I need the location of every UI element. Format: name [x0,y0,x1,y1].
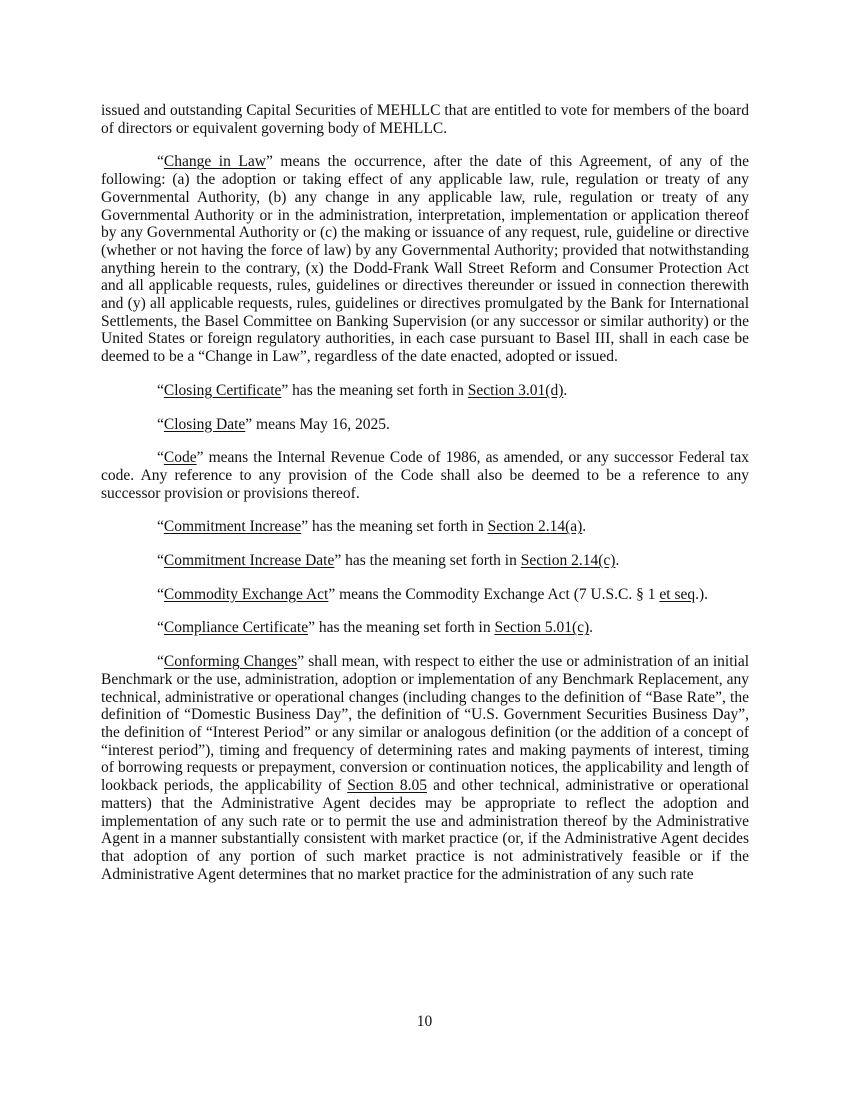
underlined-term: Commodity Exchange Act [163,585,329,603]
paragraph-text: ” has the meaning set forth in [281,381,468,399]
paragraph [101,653,749,883]
underlined-term: Compliance Certificate [163,619,309,637]
paragraph-text: “ [157,153,164,171]
paragraph [101,153,749,365]
underlined-term: Section 3.01(d) [467,381,564,399]
paragraph-text: ” has the meaning set forth in [334,552,521,570]
underlined-term: Closing Date [163,415,246,433]
paragraph-text: .). [695,585,709,603]
paragraph-text: “ [157,653,164,671]
paragraph-text: ” has the meaning set forth in [308,619,495,637]
paragraph-text: “ [157,518,164,536]
paragraph-text: . [563,381,568,399]
paragraph [101,518,749,536]
paragraph-text: issued and outstanding Capital Securities of MEHLLC that are entitled to vote for members of the board of directors or equivalent governing body of MEHLLC. [101,102,749,137]
underlined-term: Closing Certificate [163,381,282,399]
paragraph-text: “ [157,585,164,603]
underlined-term: Commitment Increase Date [163,552,335,570]
paragraph [101,102,749,137]
paragraph-text: . [582,518,587,536]
paragraph-text: and other technical, administrative or operational matters) that the Administrative Agent decides may be appropriate to reflect the adoption and implementation of any such rate or to permit the use and administration thereof by the Administrative Agent in a manner substantially consistent with market practice (or, if the Administrative Agent decides that adoption of any portion of such market practice is not administratively feasible or if the Administrative Agent determines that no market practice for the administration of any such rate [101,777,749,883]
underlined-term: Section 2.14(c) [520,552,616,570]
underlined-term: Section 5.01(c) [494,619,590,637]
underlined-term: Code [163,449,197,467]
paragraph-text: “ [157,449,164,467]
paragraph [101,619,749,637]
paragraph-text: ” means the Internal Revenue Code of 1986, as amended, or any successor Federal tax code. Any reference to any provision of the Code shall also be deemed to be a reference to any successor provision or provisions thereof. [101,449,749,502]
paragraph-text: “ [157,381,164,399]
paragraph [101,552,749,570]
paragraph-text: “ [157,552,164,570]
paragraph-text: . [589,619,594,637]
underlined-term: Conforming Changes [163,653,298,671]
paragraph-text: ” shall mean, with respect to either the use or administration of an initial Benchmark or the use, administration, adoption or implementation of any Benchmark Replacement, any technical, administrative or operational changes (including changes to the definition of “Base Rate”, the definition of “Domestic Business Day”, the definition of “U.S. Government Securities Business Day”, the definition of “Interest Period” or any similar or analogous definition (or the addition of a concept of “interest period”), timing and frequency of determining rates and making payments of interest, timing of borrowing requests or prepayment, conversion or continuation notices, the applicability and length of lookback periods, the applicability of [101,653,750,795]
paragraph [101,586,749,604]
underlined-term: Section 2.14(a) [487,518,583,536]
underlined-term: et seq [659,585,696,603]
paragraph-text: “ [157,415,164,433]
paragraph-text: . [615,552,620,570]
paragraph [101,382,749,400]
paragraph-text: ” means the Commodity Exchange Act (7 U.S.C. § 1 [328,585,660,603]
underlined-term: Change in Law [163,153,266,171]
underlined-term: Commitment Increase [163,518,302,536]
paragraph-text: ” means the occurrence, after the date of this Agreement, of any of the following: (a) the adoption or taking effect of any applicable law, rule, regulation or treaty of any Governmental Authority, (b) any change in any applicable law, rule, regulation or treaty of any Governmental Authority or in the administration, interpretation, implementation or application thereof by any Governmental Authority or (c) the making or issuance of any request, rule, guideline or directive (whether or not having the force of law) by any Governmental Authority; provided that notwithstanding anything herein to the contrary, (x) the Dodd-Frank Wall Street Reform and Consumer Protection Act and all applicable requests, rules, guidelines or directives thereunder or issued in connection therewith and (y) all applicable requests, rules, guidelines or directives promulgated by the Bank for International Settlements, the Basel Committee on Banking Supervision (or any successor or similar authority) or the United States or foreign regulatory authorities, in each case pursuant to Basel III, shall in each case be deemed to be a “Change in Law”, regardless of the date enacted, adopted or issued. [101,153,749,366]
underlined-term: Section 8.05 [347,777,427,795]
document-page [101,102,749,899]
paragraph [101,449,749,502]
paragraph [101,416,749,434]
paragraph-text: “ [157,619,164,637]
paragraph-text: ” has the meaning set forth in [301,518,488,536]
page-number: 10 [416,1013,433,1030]
paragraph-text: ” means May 16, 2025. [245,415,390,433]
